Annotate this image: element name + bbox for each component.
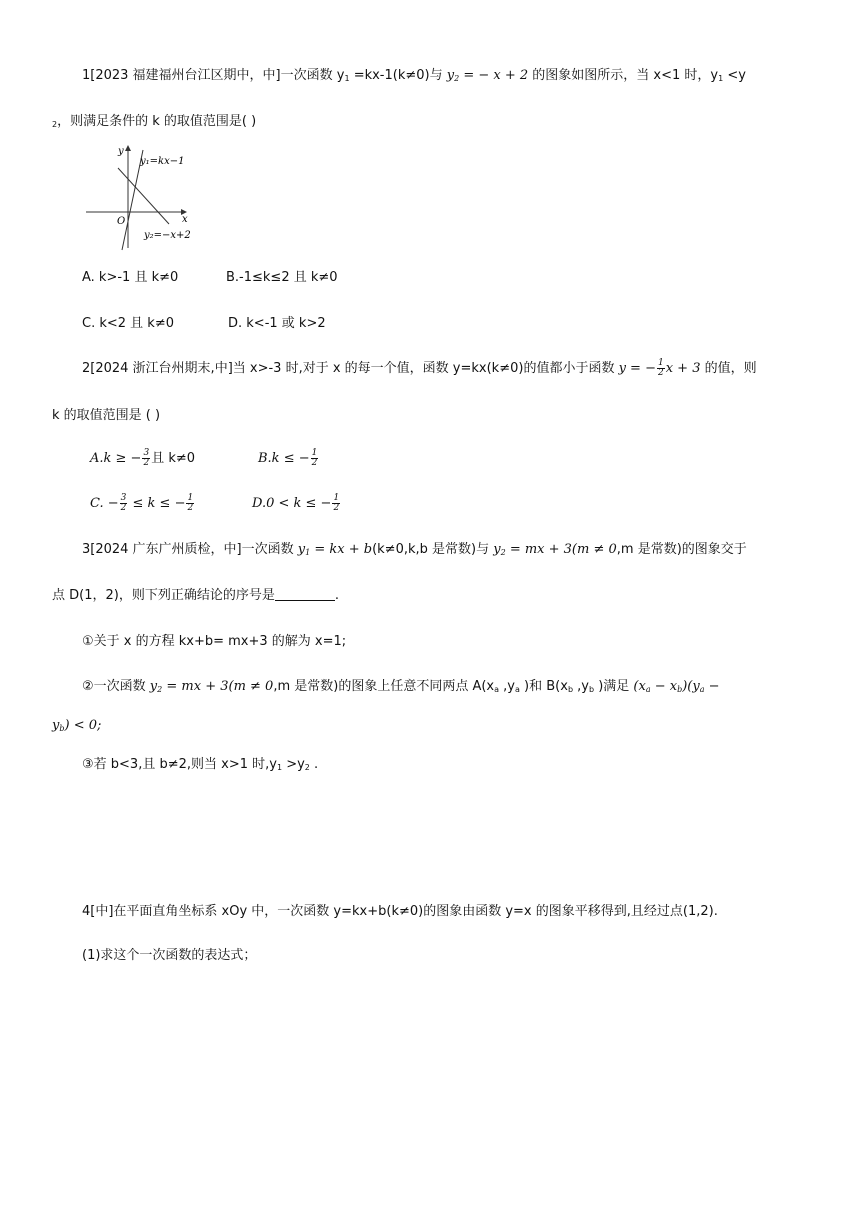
q4-line1: 4[中]在平面直角坐标系 xOy 中，一次函数 y=kx+b(k≠0)的图象由函数 y=x 的图象平移得到,且经过点(1,2). [82, 904, 718, 919]
label-y1: y₁=kx−1 [140, 156, 185, 167]
q3-math: $y_2$ = mx + 3(m ≠ 0 [493, 542, 617, 557]
y-axis-label: y [118, 146, 124, 157]
q2-option-a: A.k ≥ − $\frac{3}{2}$ 且 k≠0 [90, 448, 196, 468]
q2-option-c: C. − $\frac{3}{2}$ ≤ k ≤ − $\frac{1}{2}$ [90, 493, 194, 513]
q3-math: $y_1$ = kx + b [297, 542, 373, 557]
q1-text: 的图象如图所示，当 x<1 时，y [528, 68, 719, 83]
q3-item1: ①关于 x 的方程 kx+b= mx+3 的解为 x=1; [82, 634, 347, 649]
q3-line2 [52, 586, 339, 606]
q1-option-c: C. k<2 且 k≠0 [82, 316, 174, 331]
q1-text: <y [723, 68, 746, 83]
q1-option-b: B.-1≤k≤2 且 k≠0 [226, 270, 338, 285]
q1-graph [82, 140, 202, 252]
q2-line1 [82, 359, 757, 379]
subscript: 1 [718, 74, 724, 83]
q1-text: ，则满足条件的 k 的取值范围是( ) [57, 114, 257, 129]
subscript: 2 [52, 120, 58, 129]
q3-line1 [82, 540, 747, 563]
q3-text: ,m 是常数)的图象交于 [616, 542, 747, 557]
q2-text: 2[2024 浙江台州期末,中]当 x>-3 时,对于 x 的每一个值，函数 y=kx(k≠0)的值都小于函数 [82, 361, 619, 376]
q3-item2-line2: $y_b) < 0$; [52, 718, 102, 733]
q1-text: =kx-1(k≠0)与 [349, 68, 447, 83]
q3-item3: ③若 b<3,且 b≠2,则当 x>1 时$,y_1 >y_2$ . [82, 757, 319, 772]
q2-option-b: B.k ≤ − $\frac{1}{2}$ [258, 448, 318, 468]
x-axis-label: x [182, 214, 188, 225]
q1-text: 1[2023 福建福州台江区期中，中]一次函数 y [82, 68, 345, 83]
q2-line2: k 的取值范围是 ( ) [52, 408, 161, 423]
q2-math: y = − $\frac{1}{2}$ x + 3 [618, 358, 701, 378]
q1-option-d: D. k<-1 或 k>2 [228, 316, 326, 331]
q1-option-a: A. k>-1 且 k≠0 [82, 270, 179, 285]
origin-label: O [117, 216, 126, 227]
q3-text: 点 D(1，2)，则下列正确结论的序号是 [52, 588, 275, 603]
q3-text: (k≠0,k,b 是常数)与 [372, 542, 494, 557]
q2-option-d: D.0 < k ≤ − $\frac{1}{2}$ [252, 493, 340, 513]
q3-text: . [334, 588, 339, 603]
q4-part1: (1)求这个一次函数的表达式； [82, 948, 257, 963]
q1-line1 [82, 66, 746, 89]
q1-line2 [52, 112, 256, 135]
label-y2: y₂=−x+2 [144, 230, 191, 241]
answer-blank[interactable] [275, 586, 335, 601]
subscript: 1 [344, 74, 350, 83]
q3-text: 3[2024 广东广州质检，中]一次函数 [82, 542, 298, 557]
q1-math: $y_2$ = − x + 2 [446, 68, 529, 83]
q2-text: 的值，则 [700, 361, 757, 376]
q3-item2: ②一次函数 $y_2$ = mx + 3(m ≠ 0,m 是常数)的图象上任意不同两点 $A(x_a$ $,y_a$ )和 $B(x_b$ $,y_b$ )满足 $(x_a - x_b)(y_a$ − [82, 679, 720, 694]
line-y2 [118, 168, 169, 224]
